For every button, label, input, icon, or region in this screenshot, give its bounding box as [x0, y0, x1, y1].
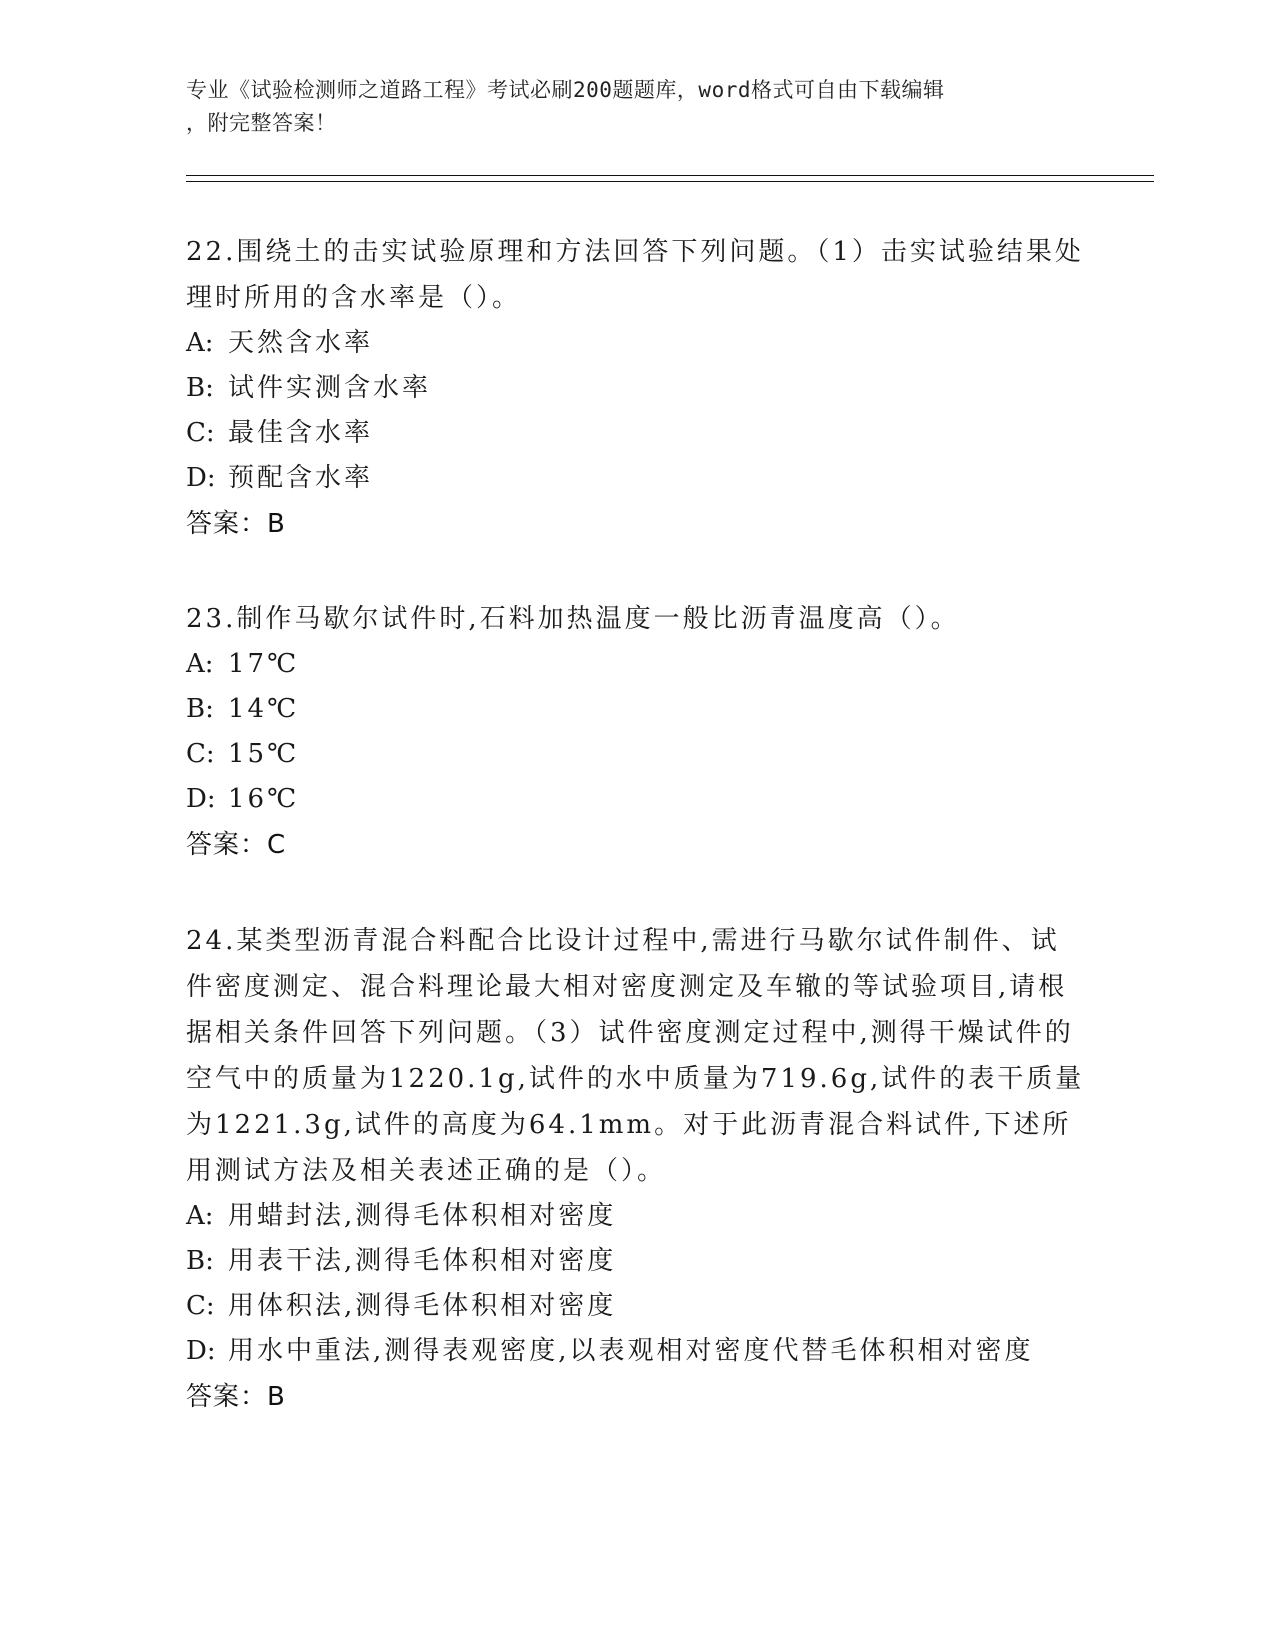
- option-letter: B:: [186, 373, 214, 403]
- option-b: [186, 1239, 1086, 1284]
- question-24: [186, 918, 1086, 1420]
- option-letter: D:: [186, 784, 216, 814]
- option-a: [186, 1194, 1086, 1239]
- option-letter: A:: [186, 649, 214, 679]
- header-divider-bottom: [186, 181, 1154, 182]
- option-text: 15℃: [228, 739, 300, 769]
- option-text: 预配含水率: [228, 463, 374, 493]
- option-d: [186, 777, 1086, 822]
- option-letter: C:: [186, 418, 215, 448]
- option-text: 14℃: [228, 694, 300, 724]
- option-a: [186, 642, 1086, 687]
- option-text: 最佳含水率: [228, 418, 374, 448]
- option-d: [186, 456, 1086, 501]
- option-letter: B:: [186, 694, 214, 724]
- option-text: 16℃: [228, 784, 300, 814]
- option-b: [186, 366, 1086, 411]
- question-text: 24.某类型沥青混合料配合比设计过程中,需进行马歇尔试件制件、试件密度测定、混合料理论最大相对密度测定及车辙的等试验项目,请根据相关条件回答下列问题。（3）试件密度测定过程中,测得干燥试件的空气中的质量为1220.1g,试件的水中质量为719.6g,试件的表干质量为1221.3g,试件的高度为64.1mm。对于此沥青混合料试件,下述所用测试方法及相关表述正确的是（）。: [186, 926, 1085, 1186]
- option-letter: A:: [186, 328, 214, 358]
- option-letter: B:: [186, 1246, 214, 1276]
- option-text: 用体积法,测得毛体积相对密度: [228, 1291, 617, 1321]
- question-23: [186, 596, 1086, 868]
- option-text: 用蜡封法,测得毛体积相对密度: [228, 1201, 617, 1231]
- option-text: 试件实测含水率: [228, 373, 432, 403]
- option-b: [186, 687, 1086, 732]
- header-line-2: ，附完整答案！: [186, 111, 337, 135]
- header-line-1: 专业《试验检测师之道路工程》考试必刷200题题库，word格式可自由下载编辑: [186, 78, 945, 102]
- header-divider-top: [186, 175, 1154, 176]
- answer-label: 答案：B: [186, 509, 286, 539]
- question-text: 23.制作马歇尔试件时,石料加热温度一般比沥青温度高（）。: [186, 604, 960, 634]
- option-c: [186, 411, 1086, 456]
- document-header: [186, 74, 1066, 140]
- option-text: 17℃: [228, 649, 300, 679]
- question-text: 22.围绕土的击实试验原理和方法回答下列问题。（1）击实试验结果处理时所用的含水率是（）。: [186, 237, 1084, 313]
- option-letter: D:: [186, 463, 216, 493]
- option-text: 天然含水率: [228, 328, 374, 358]
- option-text: 用水中重法,测得表观密度,以表观相对密度代替毛体积相对密度: [228, 1336, 1034, 1366]
- option-letter: C:: [186, 1291, 215, 1321]
- option-letter: A:: [186, 1201, 214, 1231]
- option-text: 用表干法,测得毛体积相对密度: [228, 1246, 617, 1276]
- answer-label: 答案：C: [186, 830, 287, 860]
- option-d: [186, 1329, 1086, 1374]
- answer-label: 答案：B: [186, 1382, 286, 1412]
- option-c: [186, 732, 1086, 777]
- option-letter: C:: [186, 739, 215, 769]
- question-22: [186, 229, 1086, 547]
- option-c: [186, 1284, 1086, 1329]
- option-a: [186, 321, 1086, 366]
- option-letter: D:: [186, 1336, 216, 1366]
